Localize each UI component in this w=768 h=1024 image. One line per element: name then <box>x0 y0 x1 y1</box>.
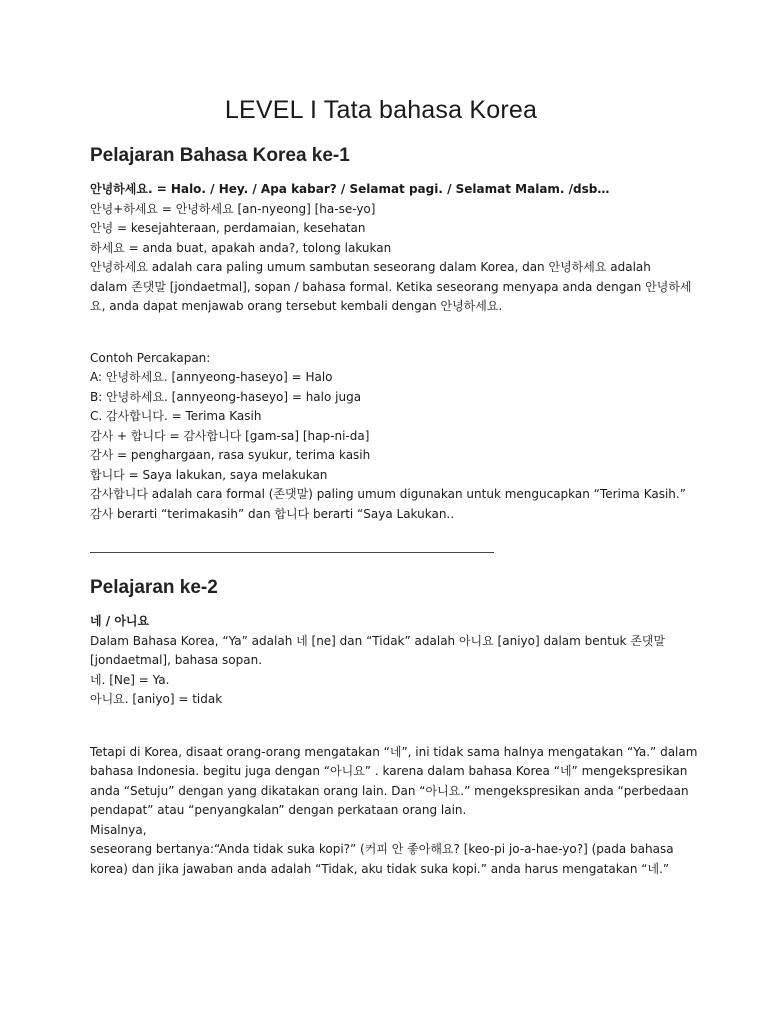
text-line: 안녕+하세요 = 안녕하세요 [an-nyeong] [ha-se-yo] <box>90 201 376 216</box>
text-line: A: 안녕하세요. [annyeong-haseyo] = Halo <box>90 370 333 384</box>
text-line: pendapat” atau “penyangkalan” dengan perkataan orang lain. <box>90 803 467 817</box>
text-line: Dalam Bahasa Korea, “Ya” adalah 네 [ne] dan “Tidak” adalah 아니요 [aniyo] dalam bentuk 존댓말 <box>90 633 666 648</box>
text-line: 요, anda dapat menjawab orang tersebut kembali dengan 안녕하세요. <box>90 299 503 313</box>
text-line: 안녕하세요 adalah cara paling umum sambutan seseorang dalam Korea, dan 안녕하세요 adalah <box>90 260 651 274</box>
text-line: 하세요 = anda buat, apakah anda?, tolong lakukan <box>90 240 392 255</box>
text-line: seseorang bertanya:“Anda tidak suka kopi?” (커피 안 좋아해요? [keo-pi jo-a-hae-yo?] (pada bahasa <box>90 842 674 856</box>
section2-heading: Pelajaran ke-2 <box>90 577 218 598</box>
spacer <box>90 317 672 349</box>
text-line: anda “Setuju” dengan yang dikatakan orang lain. Dan “아니요.” mengekspresikan anda “perbedaan <box>90 783 689 798</box>
text-line: 감사합니다 adalah cara formal (존댓말) paling umum digunakan untuk mengucapkan “Terima Kasih.” <box>90 487 686 501</box>
text-line: 아니요. [aniyo] = tidak <box>90 692 223 706</box>
conversation-label: Contoh Percakapan: <box>90 350 211 365</box>
spacer <box>90 710 672 743</box>
text-line: Misalnya, <box>90 822 147 837</box>
text-line: 합니다 = Saya lakukan, saya melakukan <box>90 467 328 482</box>
text-line: 네. [Ne] = Ya. <box>90 672 170 687</box>
text-line: Tetapi di Korea, disaat orang-orang mengatakan “네”, ini tidak sama halnya mengatakan “Ya.” dalam <box>90 744 698 759</box>
text-line: B: 안녕하세요. [annyeong-haseyo] = halo juga <box>90 389 362 404</box>
text-line: 감사 berarti “terimakasih” dan 합니다 berarti “Saya Lakukan.. <box>90 506 455 521</box>
text-line: korea) dan jika jawaban anda adalah “Tidak, aku tidak suka kopi.” anda harus mengatakan “네.” <box>90 861 670 876</box>
text-line: 감사 + 합니다 = 감사합니다 [gam-sa] [hap-ni-da] <box>90 428 370 443</box>
section1-heading: Pelajaran Bahasa Korea ke-1 <box>90 145 350 166</box>
text-line: dalam 존댓말 [jondaetmal], sopan / bahasa formal. Ketika seseorang menyapa anda dengan 안녕하세 <box>90 279 692 294</box>
text-line: 안녕 = kesejahteraan, perdamaian, kesehatan <box>90 221 366 235</box>
text-line: bahasa Indonesia. begitu juga dengan “아니요” . karena dalam bahasa Korea “네” mengekspresikan <box>90 764 688 778</box>
greeting-definition: 안녕하세요. = Halo. / Hey. / Apa kabar? / Selamat pagi. / Selamat Malam. /dsb… <box>90 182 610 196</box>
text-line: 감사 = penghargaan, rasa syukur, terima kasih <box>90 448 371 462</box>
document-title: LEVEL I Tata bahasa Korea <box>224 96 538 124</box>
section-divider <box>90 552 494 553</box>
text-line: [jondaetmal], bahasa sopan. <box>90 653 263 667</box>
subheading-ne-aniyo: 네 / 아니요 <box>90 614 150 628</box>
text-line: C. 감사합니다. = Terima Kasih <box>90 409 262 423</box>
